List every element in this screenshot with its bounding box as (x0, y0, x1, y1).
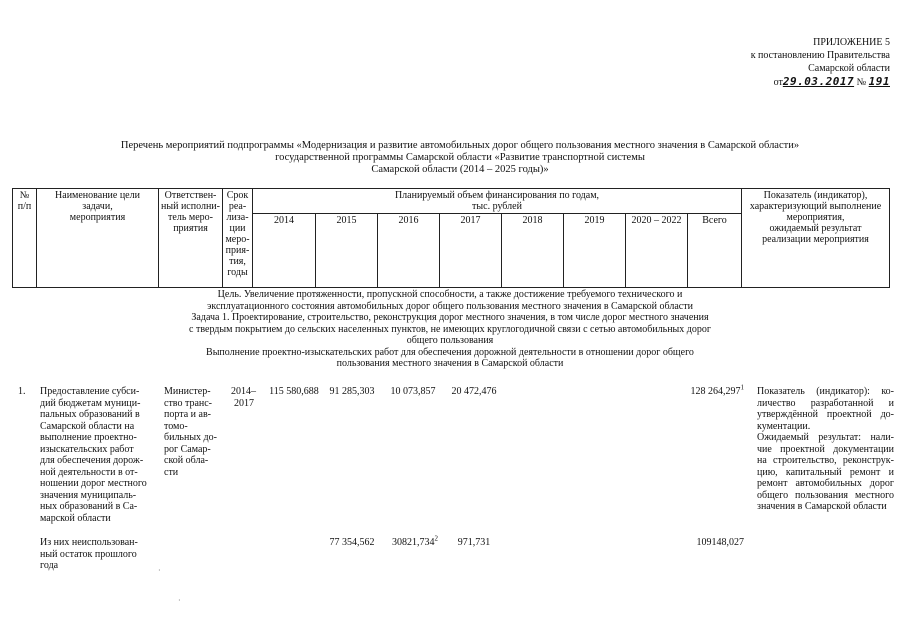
task-line: общего пользования (406, 335, 494, 346)
row1-resp-line: порта и ав- (164, 409, 211, 420)
result-line: значения в Самарской области (757, 501, 887, 512)
header-text: Срок (226, 190, 249, 201)
row1-value-2017: 20 472,476 (451, 386, 497, 397)
header-text: Ответствен- (164, 190, 217, 201)
appendix-from-label: от (773, 77, 783, 88)
row2-name-line: Из них неиспользован- (40, 537, 138, 548)
row1-total-value: 128 264,297 (690, 386, 741, 397)
header-text: годы (227, 267, 248, 278)
appendix-line-1: к постановлению Правительства (750, 50, 890, 61)
row2-value-2016-footnote: 2 (434, 534, 438, 543)
result-line: чие проектной документации (757, 443, 894, 455)
activity-heading: пользования местного значения в Самарской области (336, 358, 564, 369)
appendix-line-2: Самарской области (808, 63, 890, 74)
task-line: с твердым покрытием до сельских населенных пунктов, не имеющих круглогодичной связи с сетью автомобильных дорог (189, 323, 711, 335)
row2-value-2017: 971,731 (457, 537, 491, 548)
header-col-financing (253, 189, 742, 214)
header-year-2017: 2017 (440, 214, 502, 288)
header-text: задачи, (82, 201, 113, 212)
row1-name-line: значения муниципаль- (40, 489, 137, 501)
row1-total (680, 383, 744, 397)
row1-resp-line: бильных до- (164, 432, 217, 443)
header-year-2014: 2014 (253, 214, 316, 288)
header-text: ожидаемый результат (769, 223, 862, 234)
header-text: Показатель (индикатор), (763, 190, 868, 201)
header-text: Планируемый объем финансирования по годам, (394, 190, 600, 201)
appendix-date: 29.03.2017 (782, 75, 855, 88)
row2-value-2016-number: 30821,734 (392, 537, 435, 548)
header-col-responsible (159, 189, 223, 288)
row1-term-line: 2017 (234, 397, 254, 409)
row2-value-2015: 77 354,562 (329, 537, 375, 548)
header-text: ции (229, 223, 246, 234)
row1-name-line: для обеспечения дорож- (40, 455, 144, 466)
indicator-line: Показатель (индикатор): ко- (757, 386, 894, 397)
row1-resp-line: томо- (164, 420, 188, 432)
header-year-2015: 2015 (316, 214, 378, 288)
header-total: Всего (688, 214, 742, 288)
row1-resp-line: сти (164, 466, 179, 478)
row1-value-2016: 10 073,857 (390, 386, 436, 397)
row1-term (231, 386, 263, 409)
header-text: мероприятия (69, 212, 126, 223)
appendix-block (690, 36, 890, 89)
header-col-term (223, 189, 253, 288)
indicator-line: кументации. (757, 420, 811, 432)
task-line: Задача 1. Проектирование, строительство, реконструкция дорог местного значения, в том числе дорог местного значения (191, 312, 709, 323)
row1-name-line: пальных образований в (40, 409, 140, 420)
row1-responsible (164, 386, 230, 478)
row1-name-line: дий бюджетам муници- (40, 397, 141, 409)
result-line: цию, капитальный ремонт и (757, 466, 894, 478)
row1-name-line: марской области (40, 512, 111, 524)
row2-value-2016 (386, 534, 444, 548)
header-col-name (37, 189, 159, 288)
header-text: п/п (17, 201, 32, 212)
row1-name (40, 386, 165, 524)
header-col-indicator (742, 189, 890, 288)
header-text: реализации мероприятия (762, 234, 869, 245)
header-col-no (13, 189, 37, 288)
header-text: тия, (229, 256, 246, 267)
scan-mark: · (158, 566, 161, 575)
header-text: меро- (225, 234, 250, 245)
row1-name-line: изыскательских работ (40, 443, 134, 455)
header-text: прия- (225, 245, 250, 256)
result-line: ремонт автомобильных дорог (757, 478, 894, 489)
row2-name (40, 537, 165, 572)
header-text: лиза- (226, 212, 249, 223)
row1-total-footnote: 1 (740, 383, 744, 392)
goal-block (60, 289, 840, 370)
header-text: мероприятия, (786, 212, 845, 223)
title-line-3: Самарской области (2014 – 2025 годы)» (371, 164, 549, 175)
appendix-number-sign: № (856, 77, 867, 88)
row1-name-line: ношении дорог местного (40, 478, 147, 489)
row1-resp-line: Министер- (164, 386, 211, 397)
goal-line: Цель. Увеличение протяженности, пропускной способности, а также достижение требуемого технического и (217, 289, 683, 300)
appendix-title: ПРИЛОЖЕНИЕ 5 (813, 37, 890, 48)
row1-name-line: ной деятельности в от- (40, 466, 138, 478)
row1-resp-line: ской обла- (164, 455, 209, 466)
header-table (12, 188, 890, 288)
header-text: реа- (228, 201, 247, 212)
header-text: ный исполни- (161, 201, 220, 212)
row1-resp-line: ство транс- (164, 397, 213, 409)
row1-name-line: Самарской области на (40, 420, 135, 432)
indicator-line: личество разработанной и (757, 397, 894, 409)
row2-name-line: года (40, 560, 59, 571)
header-text: № (19, 190, 30, 201)
header-year-2018: 2018 (502, 214, 564, 288)
header-year-2019: 2019 (564, 214, 626, 288)
activity-heading: Выполнение проектно-изыскательских работ для обеспечения дорожной деятельности в отношении дорог общего (206, 346, 694, 358)
header-text: характеризующий выполнение (749, 201, 882, 212)
row1-indicator (757, 386, 894, 513)
row1-number: 1. (18, 386, 26, 397)
header-text: тель меро- (168, 212, 213, 223)
row1-name-line: Предоставление субси- (40, 386, 140, 397)
header-text: Наименование цели (55, 190, 140, 201)
appendix-date-line (690, 75, 890, 89)
row2-name-line: ный остаток прошлого (40, 548, 137, 560)
row1-resp-line: рог Самар- (164, 443, 211, 455)
appendix-number: 191 (868, 75, 890, 88)
title-line-2: государственной программы Самарской области «Развитие транспортной системы (275, 152, 645, 163)
result-line: общего пользования местного (757, 489, 894, 501)
row1-value-2014: 115 580,688 (269, 386, 319, 397)
header-year-2016: 2016 (378, 214, 440, 288)
indicator-line: утверждённой проектной до- (757, 409, 894, 420)
row1-name-line: ных образований в Са- (40, 501, 138, 512)
row1-term-line: 2014– (231, 386, 256, 397)
header-text: тыс. рублей (472, 201, 522, 212)
result-line: Ожидаемый результат: нали- (757, 432, 894, 443)
result-line: на строительство, реконструк- (757, 455, 894, 466)
row1-name-line: выполнение проектно- (40, 432, 137, 443)
title-line-1: Перечень мероприятий подпрограммы «Модернизация и развитие автомобильных дорог общего пользования местного значения в Самарской области» (120, 140, 800, 151)
document-title (60, 140, 860, 176)
goal-line: эксплуатационного состояния автомобильных дорог общего пользования местного значения в Самарской области (207, 300, 693, 312)
row2-total: 109148,027 (696, 537, 744, 548)
scan-mark: · (178, 596, 181, 605)
header-text: приятия (173, 223, 208, 234)
header-year-2020-2022: 2020 – 2022 (626, 214, 688, 288)
row1-value-2015: 91 285,303 (329, 386, 375, 397)
